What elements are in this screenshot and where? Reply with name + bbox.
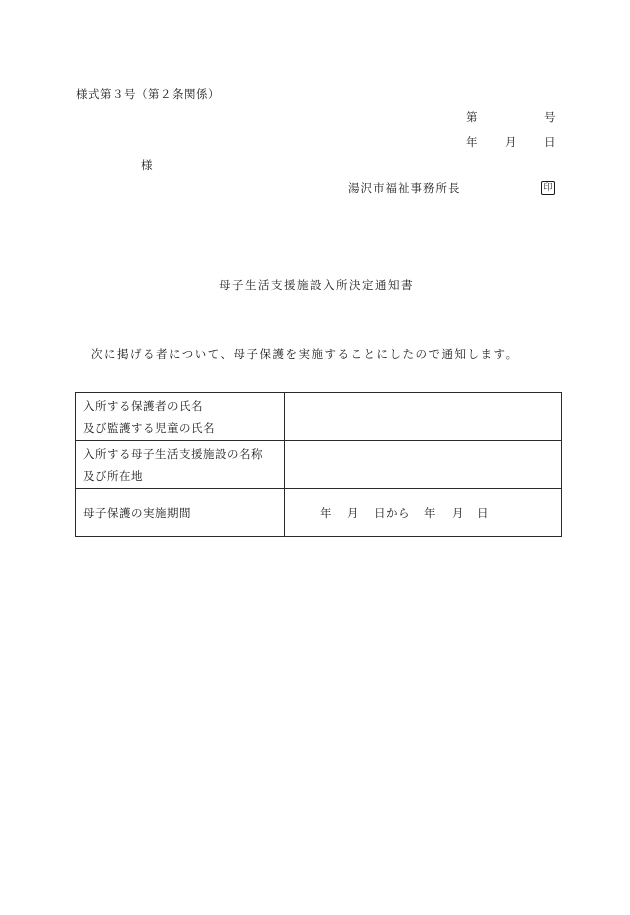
table-row [76,441,562,489]
date-day-label: 日 [544,135,556,149]
label-line: 及び監護する児童の氏名 [83,420,215,435]
details-table [75,392,562,537]
period-end-month: 月 [452,505,464,520]
guardian-child-names-value [285,393,562,441]
period-from: から [386,505,410,520]
period-end-year: 年 [424,505,436,520]
document-number-suffix: 号 [544,110,556,124]
period-start-day: 日 [374,505,386,520]
form-number: 様式第３号（第２条関係） [76,87,220,101]
guardian-child-names-label [76,393,285,441]
document-number-prefix: 第 [466,110,478,124]
seal-icon: 印 [541,181,555,195]
protection-period-value [285,489,562,537]
label-line: 及び所在地 [83,468,143,483]
date-month-label: 月 [505,135,517,149]
period-start-year: 年 [320,505,332,520]
table-row [76,393,562,441]
issuer-name: 湯沢市福祉事務所長 [348,181,461,195]
document-title: 母子生活支援施設入所決定通知書 [219,278,414,292]
facility-name-address-value [285,441,562,489]
date-year-label: 年 [466,135,478,149]
protection-period-label: 母子保護の実施期間 [76,489,285,537]
recipient-honorific: 様 [141,158,153,172]
facility-name-address-label [76,441,285,489]
label-line: 入所する保護者の氏名 [83,398,203,413]
period-end-day: 日 [477,505,489,520]
table-row [76,489,562,537]
label-line: 入所する母子生活支援施設の名称 [83,446,263,461]
period-start-month: 月 [347,505,359,520]
notice-body-text: 次に掲げる者について、母子保護を実施することにしたので通知します。 [91,347,519,361]
